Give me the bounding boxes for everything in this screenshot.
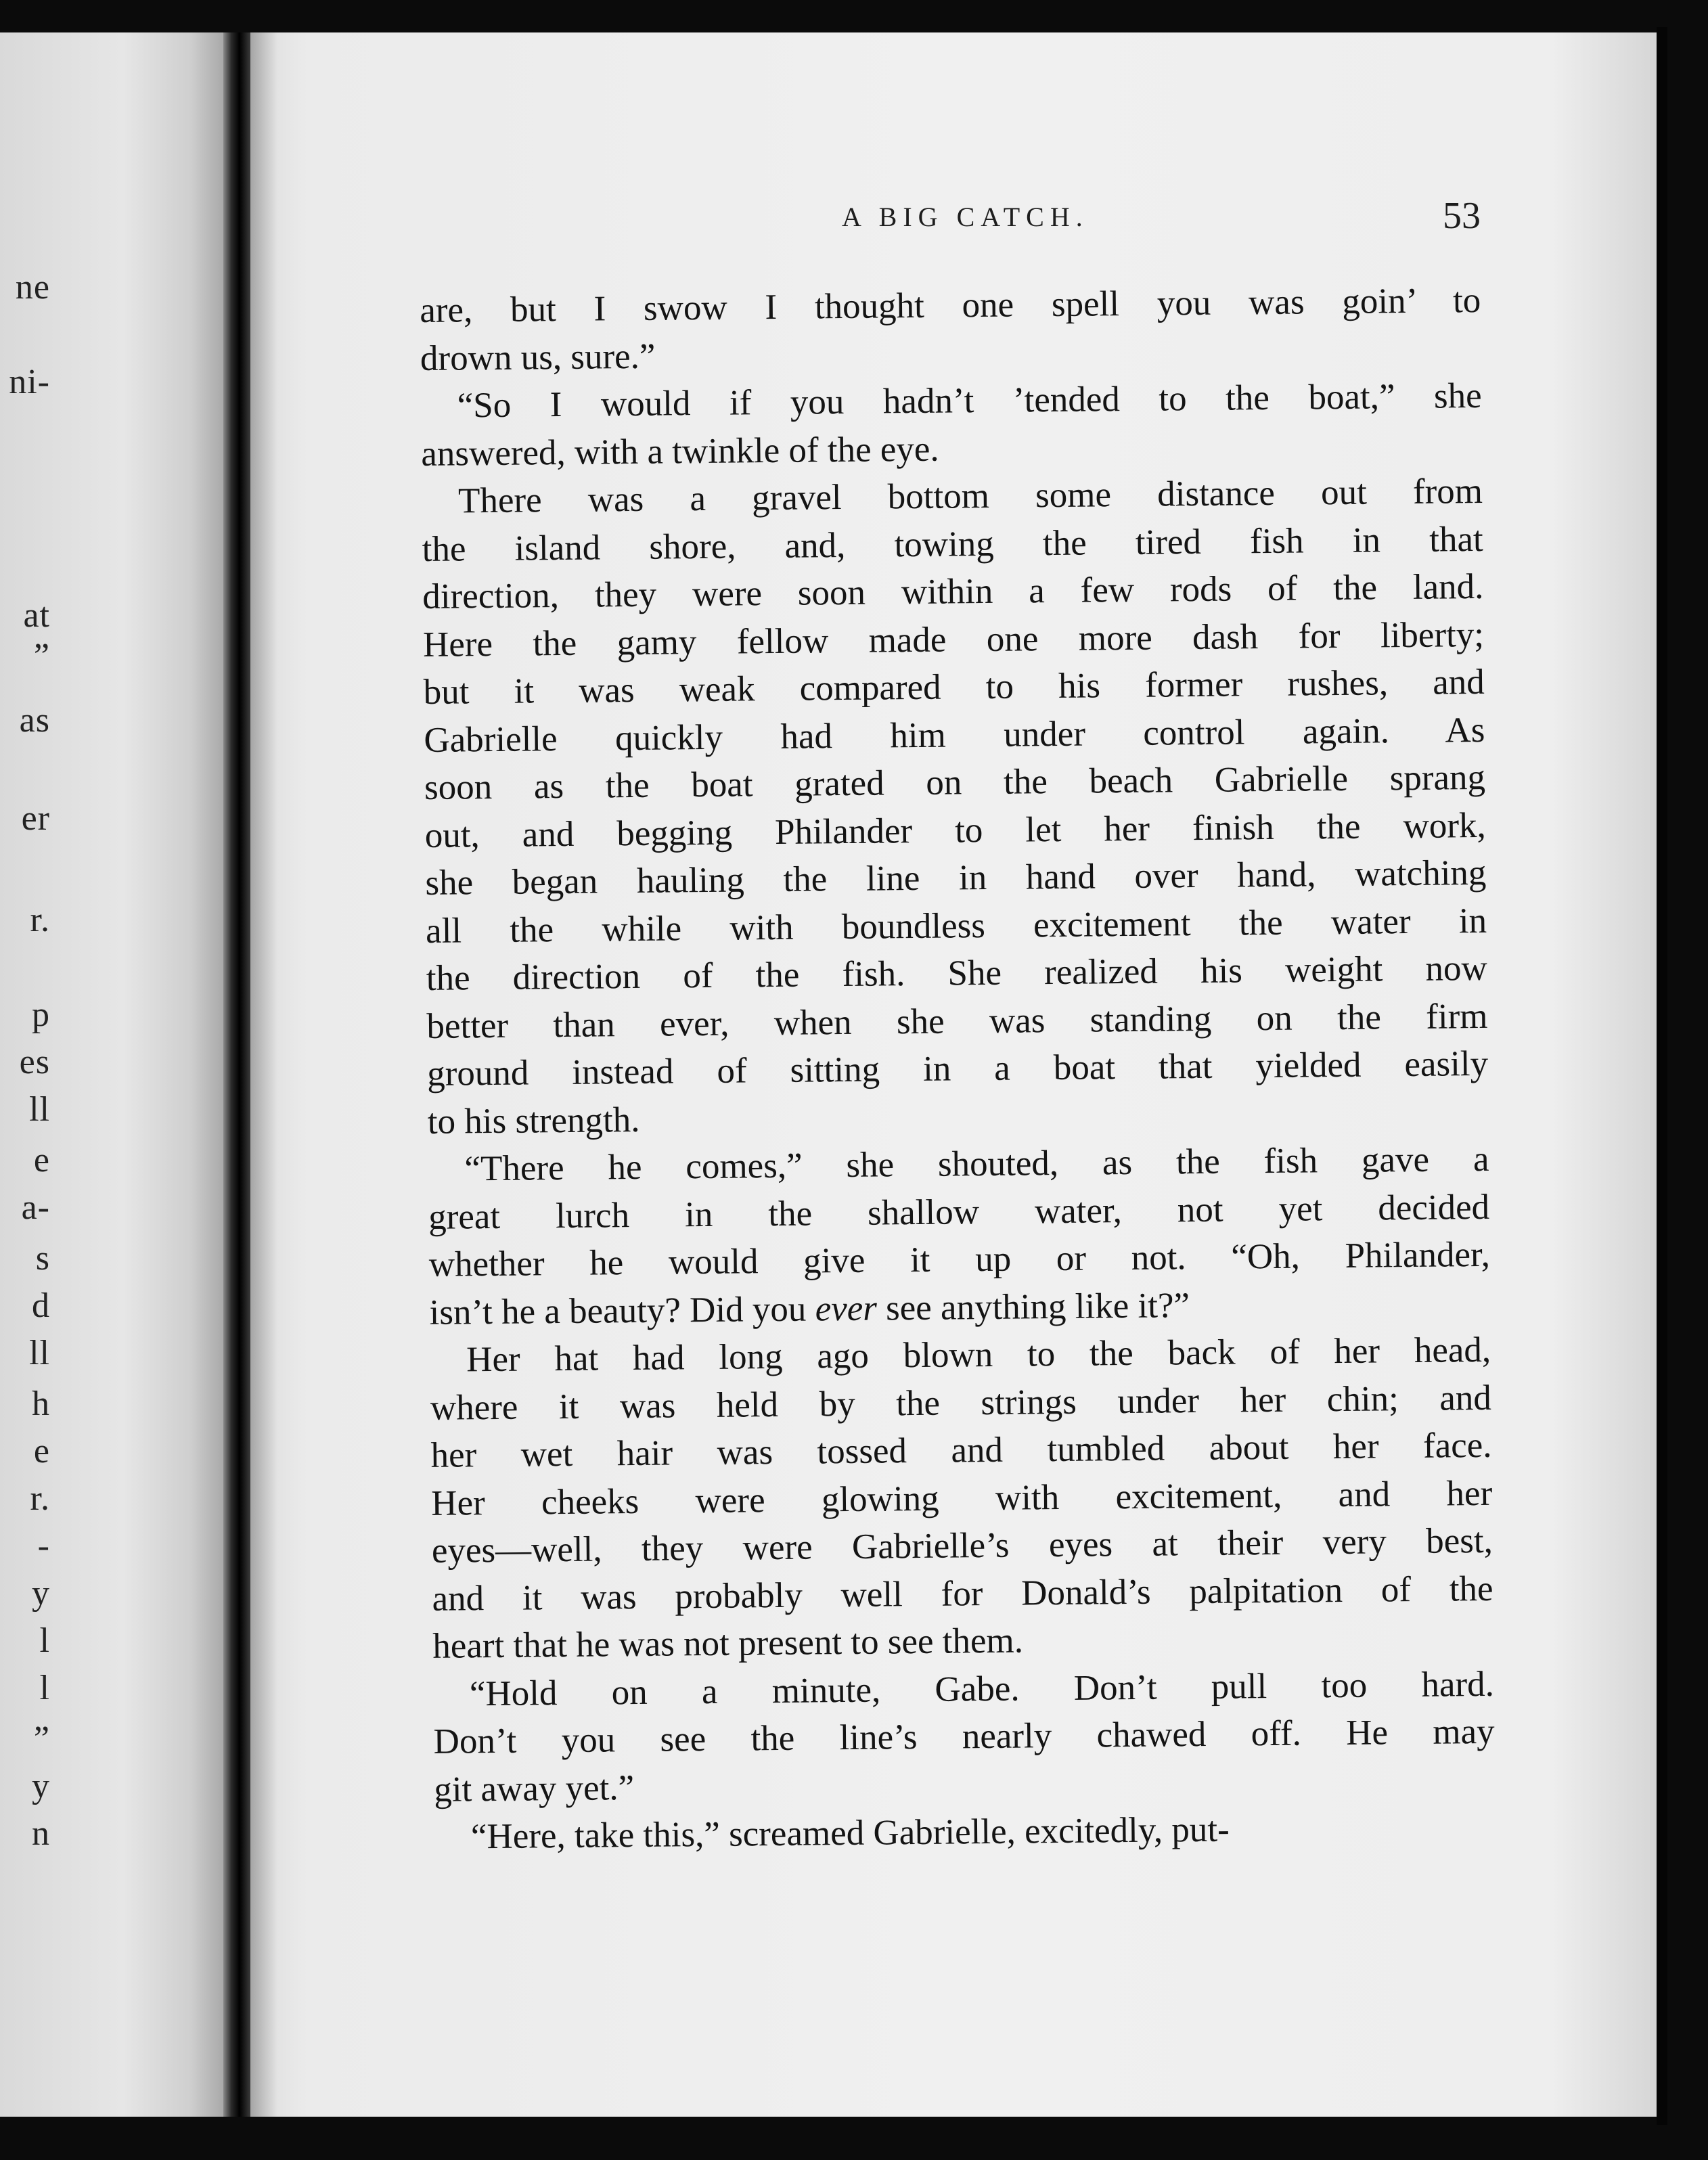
facing-page-fragment: ” — [33, 1719, 50, 1758]
facing-page-fragment: ni- — [9, 363, 50, 401]
paragraph — [428, 1135, 1491, 1336]
text-line: ground instead of sitting in a boat that yielded easily — [426, 1043, 1489, 1094]
text-line: whether he would give it up or not. “Oh, Philander, — [428, 1234, 1491, 1284]
text-line: Her hat had long ago blown to the back of her head, — [466, 1330, 1491, 1380]
italic-word: ever — [815, 1288, 878, 1328]
paragraph — [433, 1660, 1496, 1814]
text-line: eyes—well, they were Gabrielle’s eyes at their very best, — [431, 1521, 1493, 1571]
paragraph — [434, 1803, 1496, 1862]
text-line: the island shore, and, towing the tired fish in that — [422, 519, 1483, 569]
facing-page-fragment: l — [39, 1669, 50, 1707]
text-line: Don’t you see the line’s nearly chawed off. He may — [433, 1711, 1495, 1761]
paragraph — [430, 1326, 1494, 1671]
text-line: her wet hair was tossed and tumbled about her face. — [430, 1425, 1492, 1475]
facing-page-fragment: y — [32, 1767, 50, 1805]
book-gutter — [223, 32, 250, 2117]
facing-page-fragment: r. — [30, 901, 50, 939]
facing-page-fragment: as — [19, 701, 50, 740]
facing-page-fragment: ll — [29, 1090, 50, 1129]
text-line: Her cheeks were glowing with excitement, and her — [430, 1473, 1493, 1523]
text-line: drown us, sure.” — [420, 336, 656, 378]
text-line: heart that he was not present to see them. — [432, 1621, 1024, 1666]
text-line: “So I would if you hadn’t ’tended to the boat,” she — [457, 376, 1482, 426]
text-line: are, but I swow I thought one spell you was goin’ to — [420, 280, 1481, 330]
body-text — [420, 277, 1496, 1861]
paragraph — [420, 372, 1482, 478]
facing-page-fragment: ne — [15, 268, 50, 307]
page-number: 53 — [1443, 195, 1481, 237]
facing-page-fragment: d — [32, 1286, 50, 1325]
text-line: but it was weak compared to his former rushes, and — [423, 662, 1485, 712]
gutter-shadow — [250, 32, 277, 2117]
facing-page-fragment: l — [39, 1621, 50, 1660]
text-line: great lurch in the shallow water, not yet decided — [428, 1187, 1490, 1237]
text-line: Here the gamy fellow made one more dash for liberty; — [422, 614, 1485, 665]
facing-page-fragment: e — [33, 1141, 50, 1179]
facing-page-fragment: ll — [29, 1334, 50, 1372]
facing-page-fragment: h — [32, 1385, 50, 1423]
text-line: and it was probably well for Donald’s palpitation of the — [432, 1569, 1493, 1619]
facing-page-fragment: p — [32, 995, 50, 1034]
facing-page-fragment: r. — [30, 1479, 50, 1518]
text-line: she began hauling the line in hand over hand, watching — [425, 853, 1487, 903]
running-head: A BIG CATCH. — [842, 202, 1089, 232]
text-line: “Here, take this,” screamed Gabrielle, excitedly, put- — [470, 1809, 1230, 1857]
facing-page-fragment: er — [21, 799, 50, 838]
text-line: direction, they were soon within a few rods of the land. — [422, 566, 1484, 616]
text-line: git away yet.” — [434, 1768, 635, 1809]
facing-page-fragment: n — [32, 1814, 50, 1853]
text-line: There was a gravel bottom some distance out from — [457, 471, 1483, 521]
text-line: isn’t he a beauty? Did you ever see anything like it?” — [429, 1285, 1190, 1332]
facing-page-fragment: a- — [21, 1188, 50, 1227]
facing-page-fragment: ” — [33, 637, 50, 675]
text-line: the direction of the fish. She realized his weight now — [426, 948, 1488, 998]
facing-page-fragment: at — [23, 596, 50, 635]
text-line: soon as the boat grated on the beach Gabrielle sprang — [424, 757, 1486, 807]
text-line: answered, with a twinkle of the eye. — [421, 429, 939, 474]
paragraph — [420, 277, 1481, 382]
text-line: all the while with boundless excitement the water in — [425, 901, 1487, 951]
paragraph — [422, 468, 1489, 1146]
facing-page-fragment: y — [32, 1574, 50, 1613]
facing-page-fragment: s — [35, 1239, 50, 1278]
facing-page-fragment: - — [37, 1527, 50, 1565]
text-line: “Hold on a minute, Gabe. Don’t pull too hard. — [469, 1664, 1495, 1713]
text-line: out, and begging Philander to let her finish the work, — [424, 805, 1486, 855]
facing-page-fragment: es — [19, 1043, 50, 1081]
page-edge — [1657, 27, 1667, 2125]
text-line: to his strength. — [427, 1100, 640, 1142]
text-line: “There he comes,” she shouted, as the fish gave a — [464, 1139, 1489, 1189]
facing-page-fragment: e — [33, 1432, 50, 1470]
text-line: better than ever, when she was standing on the firm — [426, 996, 1488, 1046]
text-line: Gabrielle quickly had him under control again. As — [424, 710, 1485, 760]
text-line: where it was held by the strings under her chin; and — [430, 1378, 1492, 1428]
facing-page — [0, 32, 223, 2117]
